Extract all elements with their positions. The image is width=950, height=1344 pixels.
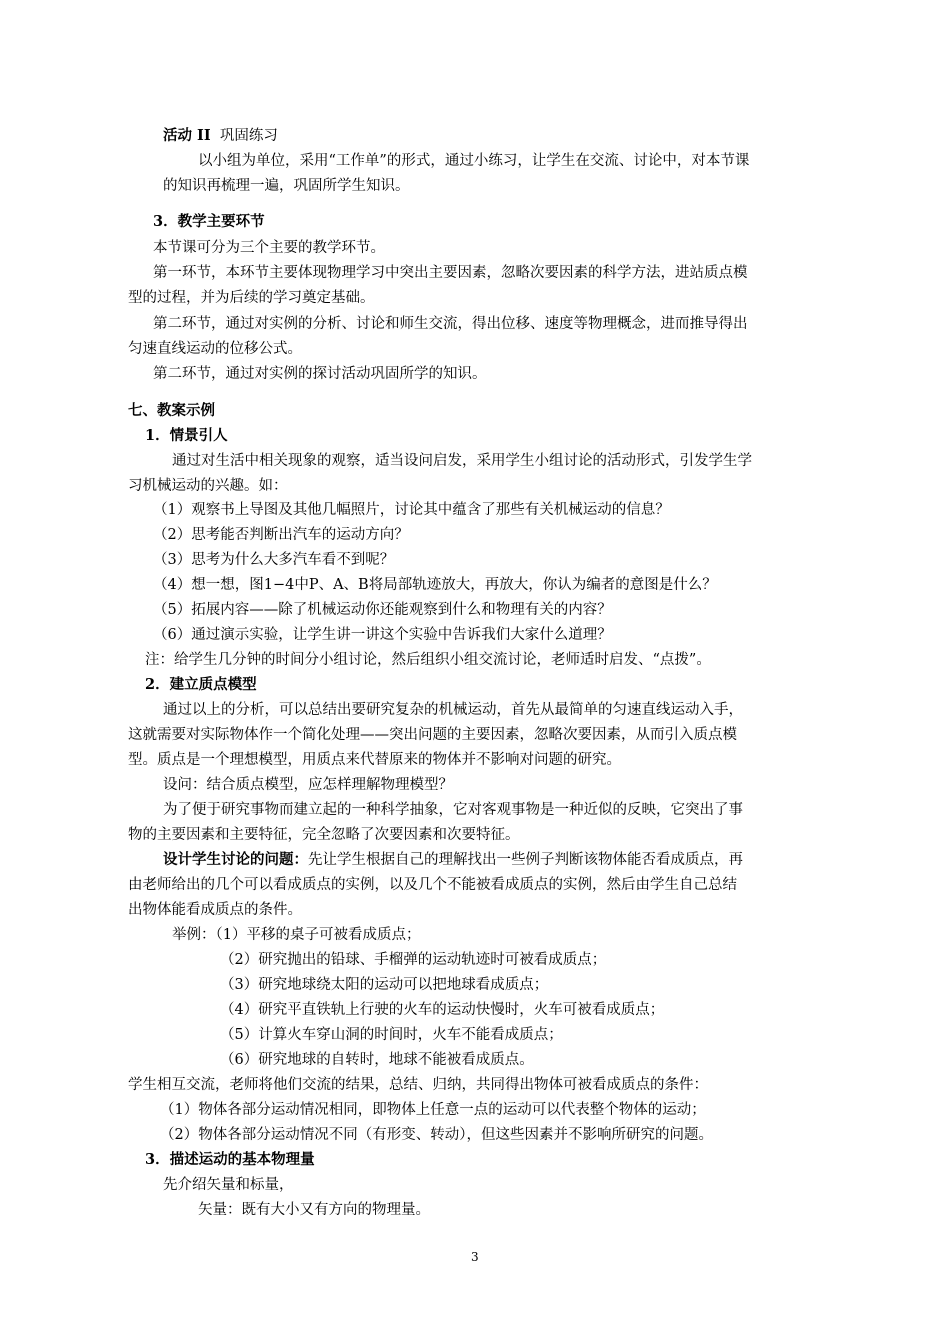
section3-line: 本节课可分为三个主要的教学环节。 [153, 240, 385, 256]
sub1-question: （2）思考能否判断出汽车的运动方向？ [153, 527, 409, 543]
sub2-design-line [163, 850, 743, 870]
sub2-conclusion: （1）物体各部分运动情况相同，即物体上任意一点的运动可以代表整个物体的运动； [160, 1102, 706, 1118]
section3-line: 型的过程，并为后续的学习奠定基础。 [128, 290, 375, 306]
sub2-line: 为了便于研究事物而建立起的一种科学抽象，它对客观事物是一种近似的反映，它突出了事 [163, 802, 743, 818]
sub2-heading: 2．建立质点模型 [145, 676, 257, 693]
section3-line: 第一环节，本环节主要体现物理学习中突出主要因素，忽略次要因素的科学方法，进站质点模 [153, 265, 748, 281]
sub2-example: （2）研究抛出的铅球、手榴弹的运动轨迹时可被看成质点； [220, 952, 607, 968]
section3-line: 第二环节，通过对实例的分析、讨论和师生交流，得出位移、速度等物理概念，进而推导得出 [153, 316, 748, 332]
sub2-design-label: 设计学生讨论的问题： [163, 851, 308, 868]
sub3-heading: 3．描述运动的基本物理量 [145, 1151, 315, 1168]
sub2-example: （4）研究平直铁轨上行驶的火车的运动快慢时，火车可被看成质点； [220, 1002, 665, 1018]
sub2-line: 这就需要对实际物体作一个简化处理——突出问题的主要因素，忽略次要因素，从而引入质点模 [128, 727, 737, 743]
activity2-paragraph-line: 以小组为单位，采用“工作单”的形式，通过小练习，让学生在交流、讨论中，对本节课 [198, 153, 750, 169]
activity2-paragraph-line: 的知识再梳理一遍，巩固所学生知识。 [163, 178, 410, 194]
sub2-design-line: 出物体能看成质点的条件。 [128, 902, 302, 918]
activity2-title [163, 126, 278, 146]
sub1-question: （4）想一想，图1−4中P、A、B将局部轨迹放大，再放大，你认为编者的意图是什么？ [153, 577, 717, 593]
sub2-example: （6）研究地球的自转时，地球不能被看成质点。 [220, 1052, 534, 1068]
sub2-design-text: 先让学生根据自己的理解找出一些例子判断该物体能否看成质点，再 [308, 852, 743, 868]
sub2-conclusion: （2）物体各部分运动情况不同（有形变、转动），但这些因素并不影响所研究的问题。 [160, 1127, 713, 1143]
sub2-design-line: 由老师给出的几个可以看成质点的实例，以及几个不能被看成质点的实例，然后由学生自己总结 [128, 877, 737, 893]
sub2-line: 通过以上的分析，可以总结出要研究复杂的机械运动，首先从最简单的匀速直线运动入手， [163, 702, 743, 718]
sub3-line: 先介绍矢量和标量， [163, 1177, 294, 1193]
sub2-line: 设问：结合质点模型，应怎样理解物理模型？ [163, 777, 453, 793]
section3-heading: 3．教学主要环节 [153, 213, 265, 230]
section7-heading: 七、教案示例 [128, 402, 215, 419]
section3-line: 匀速直线运动的位移公式。 [128, 341, 302, 357]
sub2-example: （3）研究地球绕太阳的运动可以把地球看成质点； [220, 977, 549, 993]
section3-line: 第二环节，通过对实例的探讨活动巩固所学的知识。 [153, 366, 487, 382]
sub2-example: 举例：（1）平移的桌子可被看成质点； [172, 927, 421, 943]
page-number: 3 [471, 1250, 479, 1264]
sub2-conclusion: 学生相互交流，老师将他们交流的结果，总结、归纳，共同得出物体可被看成质点的条件： [128, 1077, 708, 1093]
sub1-line: 通过对生活中相关现象的观察，适当设问启发，采用学生小组讨论的活动形式，引发学生学 [172, 453, 752, 469]
sub1-question: （6）通过演示实验，让学生讲一讲这个实验中告诉我们大家什么道理？ [153, 627, 612, 643]
sub1-line: 习机械运动的兴趣。如： [128, 478, 288, 494]
sub1-question: （1）观察书上导图及其他几幅照片，讨论其中蕴含了那些有关机械运动的信息？ [153, 502, 670, 518]
sub2-line: 物的主要因素和主要特征，完全忽略了次要因素和次要特征。 [128, 827, 520, 843]
sub1-note: 注：给学生几分钟的时间分小组讨论，然后组织小组交流讨论，老师适时启发、“点拨”。 [145, 652, 711, 668]
sub2-example: （5）计算火车穿山洞的时间时，火车不能看成质点； [220, 1027, 563, 1043]
sub1-heading: 1．情景引人 [145, 427, 228, 444]
sub2-line: 型。质点是一个理想模型，用质点来代替原来的物体并不影响对问题的研究。 [128, 752, 621, 768]
activity2-title-rest: 巩固练习 [219, 128, 278, 144]
activity2-title-bold: 活动 II [163, 127, 211, 144]
sub3-line: 矢量：既有大小又有方向的物理量。 [198, 1202, 430, 1218]
sub1-question: （3）思考为什么大多汽车看不到呢？ [153, 552, 395, 568]
sub1-question: （5）拓展内容——除了机械运动你还能观察到什么和物理有关的内容？ [153, 602, 612, 618]
